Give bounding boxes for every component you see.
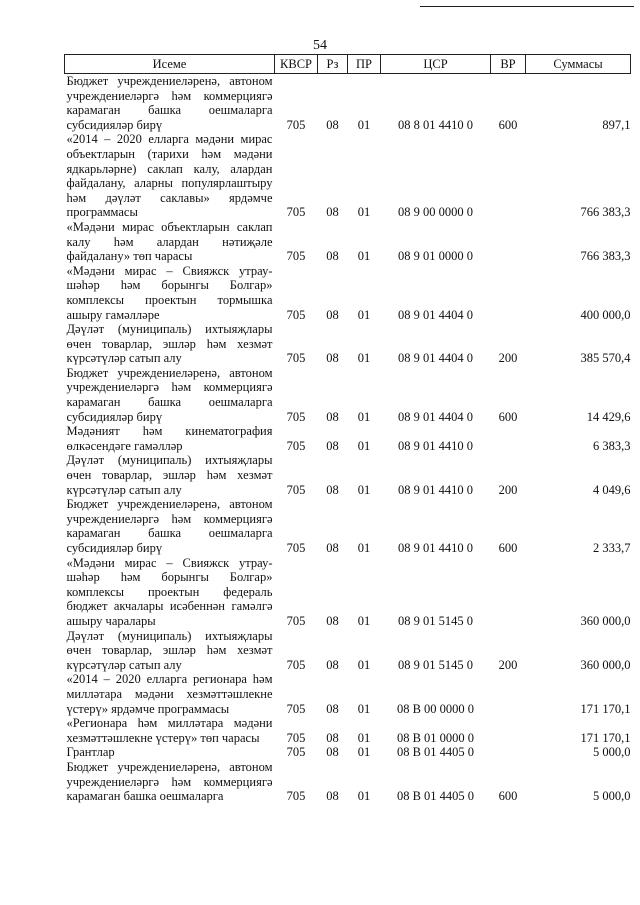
row-sum: 897,1 — [602, 117, 631, 132]
row-pr: 01 — [357, 351, 371, 366]
row-rz: 08 — [326, 205, 339, 220]
header-rz: Рз — [318, 55, 348, 74]
row-kvsr: 705 — [286, 438, 306, 453]
row-sum: 171 170,1 — [580, 701, 631, 716]
row-sum: 171 170,1 — [580, 730, 631, 745]
row-pr: 01 — [357, 657, 371, 672]
row-rz: 08 — [326, 307, 339, 322]
row-name: «2014 – 2020 елларга мәдәни мирас объектларын (тарихи һәм мәдәни ядкарьләрне) саклап калу, алардан файдалану, аларны популярлаштыру һәм дәүләт саклавы» ярдәмче программасы — [66, 132, 273, 220]
table-row — [65, 132, 631, 220]
row-rz: 08 — [326, 482, 339, 497]
row-sum: 360 000,0 — [580, 613, 631, 628]
table-row — [65, 424, 631, 453]
row-csr: 08 9 00 0000 0 — [398, 205, 473, 220]
row-kvsr: 705 — [286, 745, 306, 760]
page-number: 54 — [313, 38, 327, 53]
row-vr: 600 — [498, 409, 518, 424]
table-row — [65, 760, 631, 804]
row-csr: 08 9 01 4410 0 — [398, 438, 473, 453]
row-csr: 08 9 01 0000 0 — [398, 249, 473, 264]
row-csr: 08 8 01 4410 0 — [398, 117, 473, 132]
row-sum: 385 570,4 — [580, 351, 631, 366]
row-sum: 6 383,3 — [593, 438, 631, 453]
row-rz: 08 — [326, 657, 339, 672]
row-rz: 08 — [326, 117, 339, 132]
row-vr: 600 — [498, 789, 518, 804]
row-pr: 01 — [357, 541, 371, 555]
row-sum: 766 383,3 — [580, 249, 631, 264]
table-row — [65, 497, 631, 555]
table-row — [65, 716, 631, 745]
row-csr: 08 В 01 4405 0 — [396, 789, 475, 804]
table-row — [65, 322, 631, 366]
row-pr: 01 — [357, 409, 371, 424]
row-kvsr: 705 — [286, 730, 306, 745]
row-rz: 08 — [326, 701, 339, 716]
row-sum: 5 000,0 — [593, 745, 631, 760]
row-pr: 01 — [357, 482, 371, 497]
row-vr — [491, 672, 526, 716]
row-vr: 200 — [498, 351, 518, 366]
row-rz: 08 — [326, 730, 339, 745]
row-sum: 766 383,3 — [580, 205, 631, 220]
row-csr: 08 9 01 5145 0 — [398, 613, 473, 628]
row-sum: 4 049,6 — [593, 482, 631, 497]
row-rz: 08 — [326, 249, 339, 264]
budget-table — [64, 54, 631, 804]
row-pr: 01 — [357, 307, 371, 322]
row-vr — [491, 424, 526, 453]
row-name: «Мәдәни мирас – Свияжск утрау-шәһәр һәм борынгы Болгар» комплексы проектын федераль бюджет акчалары исәбеннән гамәлгә ашыру чаралары — [66, 555, 273, 628]
header-sum: Суммасы — [526, 55, 631, 74]
row-pr: 01 — [357, 789, 371, 804]
row-csr: 08 В 00 0000 0 — [396, 701, 475, 716]
row-vr — [491, 745, 526, 760]
row-csr: 08 9 01 5145 0 — [398, 657, 473, 672]
row-kvsr: 705 — [286, 409, 306, 424]
row-rz: 08 — [326, 409, 339, 424]
row-pr: 01 — [357, 613, 371, 628]
row-csr: 08 9 01 4410 0 — [398, 482, 473, 497]
row-kvsr: 705 — [286, 307, 306, 322]
row-kvsr: 705 — [286, 613, 306, 628]
row-vr — [491, 716, 526, 745]
row-name: Бюджет учреждениеләренә, автоном учреждениеләргә һәм коммерциягә карамаган башка оешмаларга субсидияләр бирү — [66, 497, 273, 555]
row-pr: 01 — [357, 438, 371, 453]
row-kvsr: 705 — [286, 541, 306, 555]
row-name: «Мәдәни мирас – Свияжск утрау-шәһәр һәм борынгы Болгар» комплексы проектын тормышка ашыру гамәлләре — [66, 263, 273, 322]
row-vr — [491, 556, 526, 629]
row-name: Дәүләт (муниципаль) ихтыяҗлары өчен товарлар, эшләр һәм хезмәт күрсәтүләр сатып алу — [66, 628, 273, 672]
table-row — [65, 220, 631, 264]
row-rz: 08 — [326, 351, 339, 366]
row-csr: 08 9 01 4404 0 — [398, 409, 473, 424]
row-csr: 08 9 01 4404 0 — [398, 351, 473, 366]
row-kvsr: 705 — [286, 657, 306, 672]
row-name: Бюджет учреждениеләренә, автоном учреждениеләргә һәм коммерциягә карамаган башка оешмаларга субсидияләр бирү — [66, 74, 273, 132]
table-row — [65, 556, 631, 629]
row-pr: 01 — [357, 205, 371, 220]
table-row — [65, 629, 631, 673]
row-name: «2014 – 2020 елларга регионара һәм милләтара мәдәни хезмәттәшлекне үстерү» ярдәмче программасы — [66, 672, 273, 716]
row-name: Дәүләт (муниципаль) ихтыяҗлары өчен товарлар, эшләр һәм хезмәт күрсәтүләр сатып алу — [66, 453, 273, 497]
row-name: «Регионара һәм милләтара мәдәни хезмәттәшлекне үстерү» төп чарасы — [66, 716, 273, 745]
row-kvsr: 705 — [286, 205, 306, 220]
row-vr: 200 — [498, 482, 518, 497]
row-pr: 01 — [357, 730, 371, 745]
row-rz: 08 — [326, 613, 339, 628]
table-row — [65, 672, 631, 716]
row-kvsr: 705 — [286, 482, 306, 497]
row-csr: 08 В 01 0000 0 — [396, 730, 475, 745]
row-csr: 08 9 01 4410 0 — [398, 541, 473, 555]
table-row — [65, 366, 631, 424]
header-name: Исеме — [65, 55, 275, 74]
header-vr: ВР — [491, 55, 526, 74]
row-name: Дәүләт (муниципаль) ихтыяҗлары өчен товарлар, эшләр һәм хезмәт күрсәтүләр сатып алу — [66, 322, 273, 366]
row-pr: 01 — [357, 249, 371, 264]
table-row — [65, 453, 631, 497]
row-name: Бюджет учреждениеләренә, автоном учреждениеләргә һәм коммерциягә карамаган башка оешмаларга — [66, 759, 273, 804]
row-sum: 5 000,0 — [593, 789, 631, 804]
row-csr: 08 В 01 4405 0 — [396, 745, 475, 760]
row-csr: 08 9 01 4404 0 — [398, 307, 473, 322]
top-rule — [420, 6, 634, 7]
row-name: «Мәдәни мирас объектларын саклап калу һәм алардан нәтиҗәле файдалану» төп чарасы — [66, 219, 273, 264]
row-pr: 01 — [357, 745, 371, 760]
row-sum: 2 333,7 — [593, 541, 631, 555]
row-rz: 08 — [326, 745, 339, 760]
table-row — [65, 74, 631, 133]
header-pr: ПР — [348, 55, 381, 74]
table-header-row — [65, 55, 631, 74]
row-rz: 08 — [326, 789, 339, 804]
row-sum: 14 429,6 — [586, 409, 631, 424]
row-kvsr: 705 — [286, 249, 306, 264]
row-vr: 600 — [498, 117, 518, 132]
row-name: Мәдәният һәм кинематография өлкәсендәге гамәлләр — [66, 424, 273, 453]
header-csr: ЦСР — [381, 55, 491, 74]
row-kvsr: 705 — [286, 351, 306, 366]
table-row — [65, 745, 631, 760]
row-vr — [491, 132, 526, 220]
row-pr: 01 — [357, 117, 371, 132]
row-vr — [491, 264, 526, 322]
row-sum: 360 000,0 — [580, 657, 631, 672]
row-sum: 400 000,0 — [580, 307, 631, 322]
row-vr: 600 — [498, 541, 518, 555]
row-pr: 01 — [357, 701, 371, 716]
row-name: Грантлар — [66, 745, 115, 760]
row-vr: 200 — [498, 657, 518, 672]
row-name: Бюджет учреждениеләренә, автоном учреждениеләргә һәм коммерциягә карамаган башка оешмаларга субсидияләр бирү — [66, 365, 273, 424]
row-rz: 08 — [326, 541, 339, 555]
header-kvsr: КВСР — [275, 55, 318, 74]
row-vr — [491, 220, 526, 264]
table-row — [65, 264, 631, 322]
row-kvsr: 705 — [286, 789, 306, 804]
row-kvsr: 705 — [286, 701, 306, 716]
row-rz: 08 — [326, 438, 339, 453]
row-kvsr: 705 — [286, 117, 306, 132]
